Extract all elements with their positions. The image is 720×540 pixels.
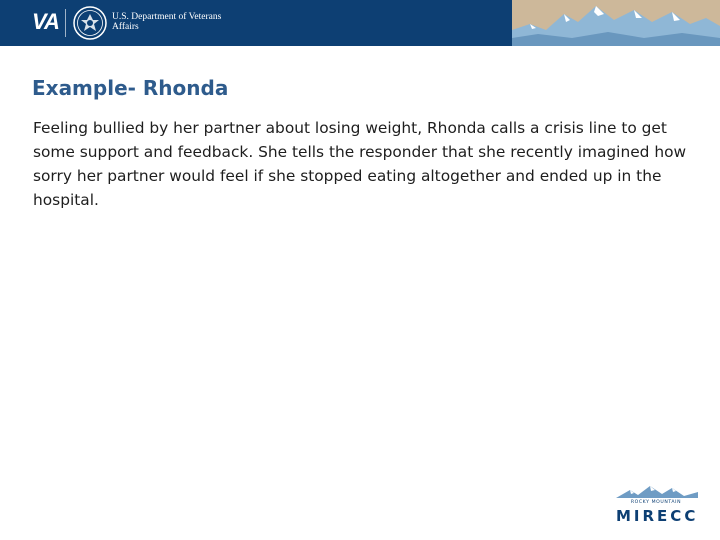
mountain-banner-image [512, 0, 720, 46]
body-paragraph: Feeling bullied by her partner about losing weight, Rhonda calls a crisis line to get some support and feedback. She tells the responder that she recently imagined how sorry her partner would feel if she stopped eating altogether and ended up in the hospital. [33, 119, 687, 209]
header-divider [65, 9, 66, 37]
slide-title: Example- Rhonda [32, 76, 229, 100]
department-name: U.S. Department of Veterans Affairs [112, 12, 222, 32]
mirecc-tagline: ROCKY MOUNTAIN [630, 500, 682, 505]
va-logo: VA [32, 9, 59, 34]
mirecc-wordmark: MIRECC [616, 507, 699, 525]
va-seal-icon [72, 5, 108, 41]
header-bar [0, 0, 720, 46]
